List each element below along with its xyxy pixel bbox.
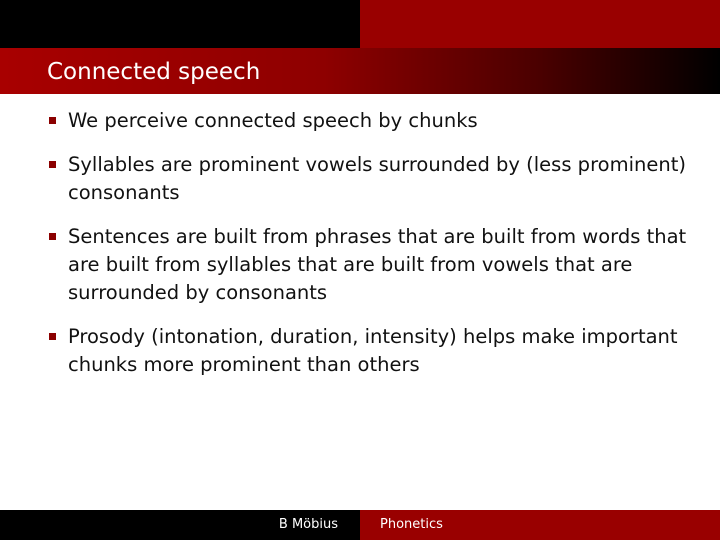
bullet-item bbox=[46, 107, 706, 135]
top-bar bbox=[0, 0, 720, 48]
footer bbox=[0, 510, 720, 540]
bullet-item bbox=[46, 223, 706, 307]
bullet-text: We perceive connected speech by chunks bbox=[68, 109, 478, 132]
footer-right bbox=[360, 510, 720, 540]
square-bullet-icon bbox=[49, 117, 56, 124]
bullet-item bbox=[46, 323, 706, 379]
bullet-item bbox=[46, 151, 706, 207]
bullet-text: Prosody (intonation, duration, intensity) helps make important chunks more prominent than others bbox=[68, 325, 678, 376]
bullet-text: Sentences are built from phrases that are built from words that are built from syllables that are built from vowels that are surrounded by consonants bbox=[68, 225, 687, 304]
footer-author: B Möbius bbox=[278, 517, 338, 532]
bullet-text: Syllables are prominent vowels surrounded by (less prominent) consonants bbox=[68, 153, 686, 204]
bullet-list bbox=[46, 107, 706, 395]
square-bullet-icon bbox=[49, 161, 56, 168]
slide-title: Connected speech bbox=[47, 59, 261, 85]
top-bar-red-block bbox=[360, 0, 720, 48]
square-bullet-icon bbox=[49, 233, 56, 240]
footer-course: Phonetics bbox=[380, 517, 443, 532]
square-bullet-icon bbox=[49, 333, 56, 340]
top-bar-dark-block bbox=[0, 0, 360, 48]
footer-left bbox=[0, 510, 360, 540]
